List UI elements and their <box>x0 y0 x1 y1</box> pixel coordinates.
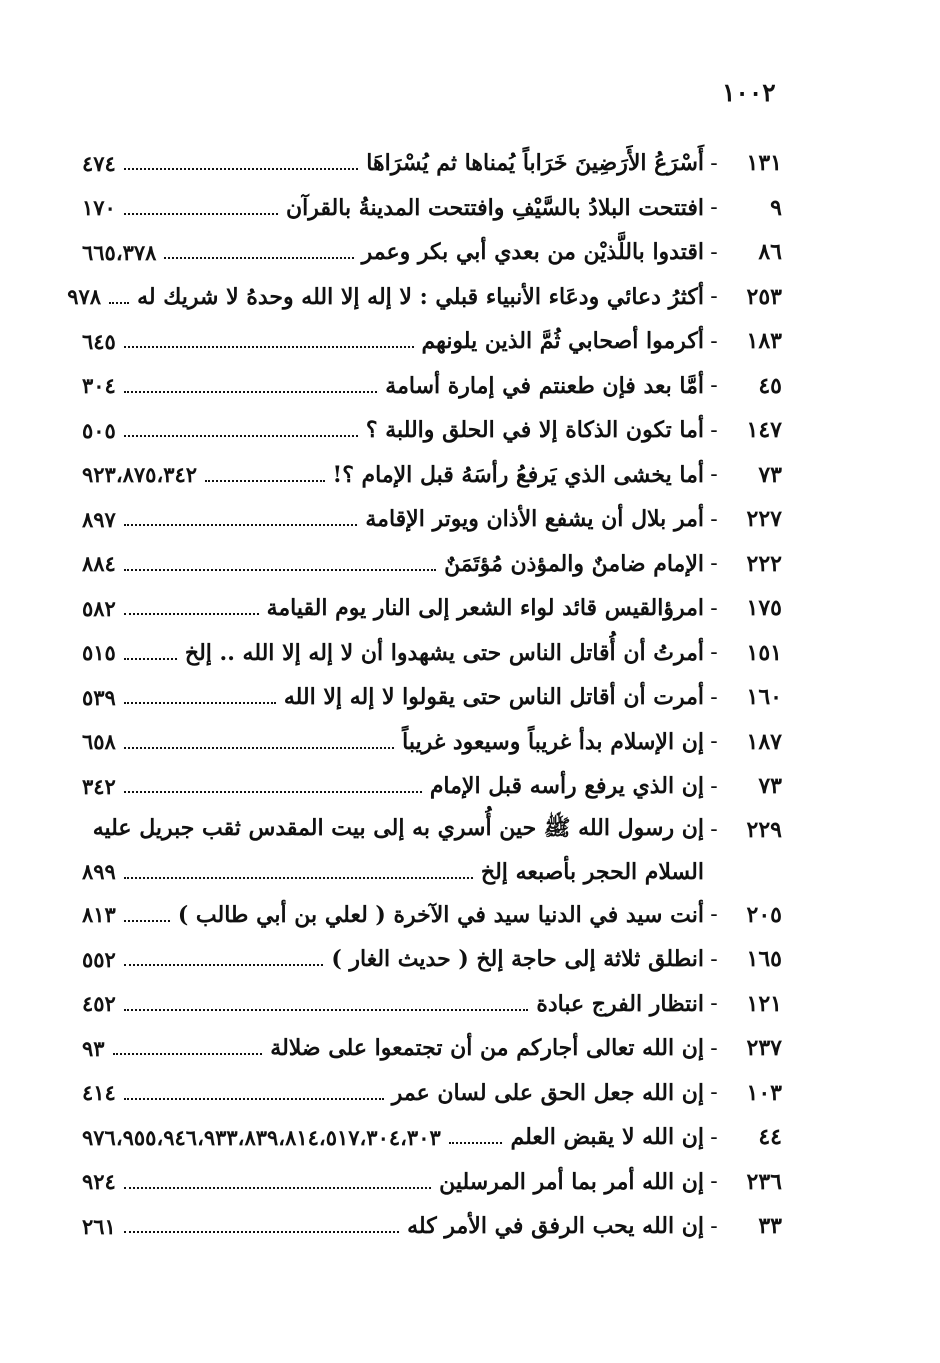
entry-dash: - <box>710 1169 718 1195</box>
dot-leader <box>124 865 473 879</box>
dot-leader <box>113 1041 263 1055</box>
entry-dash: - <box>710 729 718 755</box>
index-entry <box>82 364 782 409</box>
entry-text: افتتحت البلادُ بالسَّيْفِ وافتتحت المدينةُ بالقرآن <box>286 194 704 221</box>
dot-leader <box>124 646 177 660</box>
entry-pages: ٨٩٧ <box>82 506 116 532</box>
dot-leader <box>124 379 377 393</box>
entry-text: أنت سيد في الدنيا سيد في الآخرة ( لعلي بن أبي طالب ) <box>177 901 704 928</box>
entry-number: ٧٣ <box>758 773 782 800</box>
entry-dash: - <box>710 373 718 399</box>
entry-pages: ٨١٣ <box>82 902 116 928</box>
entry-pages: ٤١٤ <box>82 1080 116 1106</box>
entry-text: اقتدوا باللَّذيْن من بعدي أبي بكر وعمر <box>361 239 704 266</box>
dot-leader <box>164 245 353 259</box>
entry-text: انتظار الفرج عبادة <box>536 990 704 1017</box>
entry-pages: ٩٢٣،٨٧٥،٣٤٢ <box>82 462 198 488</box>
dot-leader <box>124 334 414 348</box>
entry-pages: ٥١٥ <box>82 640 116 666</box>
entry-dash: - <box>710 284 718 310</box>
dot-leader <box>109 290 129 304</box>
entry-number: ٩ <box>770 194 782 221</box>
entry-text: إن الإسلام بدأ غريباً وسيعود غريباً <box>402 728 704 755</box>
index-entry <box>82 1026 782 1071</box>
entry-number: ٨٦ <box>758 239 782 266</box>
index-entry <box>82 497 782 542</box>
entry-number: ١٨٣ <box>746 328 782 355</box>
dot-leader <box>124 908 170 922</box>
entry-number: ٢٣٦ <box>746 1168 782 1195</box>
entry-dash: - <box>710 239 718 265</box>
entry-pages: ٩٧٦،٩٥٥،٩٤٦،٩٣٣،٨٣٩،٨١٤،٥١٧،٣٠٤،٣٠٣ <box>82 1124 441 1150</box>
entry-dash: - <box>710 195 718 221</box>
dot-leader <box>124 423 358 437</box>
dot-leader <box>124 557 436 571</box>
entry-text: أما تكون الذكاة إلا في الحلق واللبة ؟ <box>365 417 704 444</box>
entry-dash: - <box>710 1080 718 1106</box>
entry-text: أمرتُ أن أُقاتل الناس حتى يشهدوا أن لا إله إلا الله .. إلخ <box>184 639 704 666</box>
index-entry <box>82 319 782 364</box>
entry-text: إن الله أمر بما أمر المرسلين <box>439 1168 704 1195</box>
entry-number: ١٠٣ <box>746 1079 782 1106</box>
entry-number: ٢٥٣ <box>746 283 782 310</box>
entry-number: ٤٤ <box>758 1124 782 1151</box>
entry-dash: - <box>710 640 718 666</box>
dot-leader <box>124 512 358 526</box>
dot-leader <box>124 779 422 793</box>
index-entry <box>82 809 782 893</box>
entry-text: أمر بلال أن يشفع الأذان ويوتر الإقامة <box>365 506 704 533</box>
entry-dash: - <box>710 1213 718 1239</box>
entry-pages: ٣٠٤ <box>82 373 116 399</box>
entry-text: امرؤالقيس قائد لواء الشعر إلى النار يوم القيامة <box>266 595 704 622</box>
index-entry <box>82 1204 782 1249</box>
index-entry <box>82 937 782 982</box>
page-number: ١٠٠٢ <box>722 78 776 107</box>
entry-pages: ٢٦١ <box>82 1213 116 1239</box>
entry-text: انطلق ثلاثة إلى حاجة إلخ ( حديث الغار ) <box>331 946 704 973</box>
index-entry <box>67 275 782 320</box>
entry-number: ١٦٥ <box>746 946 782 973</box>
entry-number: ١٤٧ <box>746 417 782 444</box>
entry-pages: ٥٣٩ <box>82 684 116 710</box>
entry-text: إن الله جعل الحق على لسان عمر <box>391 1079 704 1106</box>
entry-pages: ٥٥٢ <box>82 946 116 972</box>
index-entry <box>82 141 782 186</box>
entry-dash: - <box>710 595 718 621</box>
entry-pages: ١٧٠ <box>82 195 116 221</box>
entry-number: ٧٣ <box>758 461 782 488</box>
index-entry <box>82 1071 782 1116</box>
entry-text: أكرموا أصحابي ثُمَّ الذين يلونهم <box>421 328 704 355</box>
entry-dash: - <box>710 150 718 176</box>
dot-leader <box>124 952 323 966</box>
entry-dash: - <box>710 1035 718 1061</box>
entry-number: ٣٣ <box>758 1213 782 1240</box>
entry-dash: - <box>710 551 718 577</box>
entry-dash: - <box>710 946 718 972</box>
index-list <box>67 141 782 1249</box>
entry-number: ٢٠٥ <box>746 901 782 928</box>
entry-pages: ٩٧٨ <box>67 284 102 310</box>
dot-leader <box>124 201 278 215</box>
dot-leader <box>124 690 276 704</box>
entry-dash: - <box>710 1124 718 1150</box>
entry-number: ٢٣٧ <box>746 1035 782 1062</box>
index-entry <box>82 586 782 631</box>
entry-number: ٢٢٩ <box>746 816 782 843</box>
dot-leader <box>124 1086 384 1100</box>
entry-number: ١٣١ <box>746 150 782 177</box>
dot-leader <box>124 1219 399 1233</box>
entry-text: أكثرُ دعائي ودعَاء الأنبياء قبلي : لا إله إلا الله وحدهُ لا شريك له <box>137 283 704 310</box>
entry-text: إن الذي يرفع رأسه قبل الإمام <box>429 773 704 800</box>
index-entry <box>82 186 782 231</box>
entry-pages: ٣٤٢ <box>82 773 116 799</box>
index-entry <box>82 675 782 720</box>
entry-text: إن الله لا يقبض العلم <box>510 1124 704 1151</box>
entry-pages: ٤٥٢ <box>82 991 116 1017</box>
entry-pages: ٤٧٤ <box>82 150 116 176</box>
index-entry <box>82 453 782 498</box>
entry-pages: ٨٨٤ <box>82 551 116 577</box>
entry-text: إن الله تعالى أجاركم من أن تجتمعوا على ضلالة <box>270 1035 704 1062</box>
entry-number: ١٧٥ <box>746 595 782 622</box>
entry-text-continued: السلام الحجر بأصبعه إلخ <box>480 858 704 885</box>
entry-pages: ٦٥٨ <box>82 729 116 755</box>
dot-leader <box>124 1175 431 1189</box>
entry-dash: - <box>710 773 718 799</box>
dot-leader <box>124 997 529 1011</box>
index-entry <box>82 631 782 676</box>
entry-pages: ٥٨٢ <box>82 595 116 621</box>
index-entry <box>82 982 782 1027</box>
entry-dash: - <box>710 991 718 1017</box>
entry-dash: - <box>710 462 718 488</box>
entry-pages: ٦٦٥،٣٧٨ <box>82 239 157 265</box>
index-entry <box>82 542 782 587</box>
entry-number: ٤٥ <box>758 372 782 399</box>
index-entry <box>82 408 782 453</box>
entry-dash: - <box>710 817 718 842</box>
entry-text: إن رسول الله ﷺ حين أُسري به إلى بيت المقدس ثقب جبريل عليه <box>92 814 704 841</box>
dot-leader <box>124 601 259 615</box>
entry-pages: ٥٠٥ <box>82 417 116 443</box>
entry-pages: ٨٩٩ <box>82 859 116 884</box>
dot-leader <box>124 735 394 749</box>
entry-text: الإمام ضامنٌ والمؤذن مُؤتَمَنٌ <box>444 550 704 577</box>
entry-text: أما يخشى الذي يَرفعُ رأسَهُ قبل الإمام ؟! <box>332 461 704 488</box>
index-entry <box>82 1160 782 1205</box>
index-entry <box>82 764 782 809</box>
entry-pages: ٩٢٤ <box>82 1169 116 1195</box>
entry-dash: - <box>710 902 718 928</box>
dot-leader <box>205 468 324 482</box>
entry-dash: - <box>710 506 718 532</box>
entry-dash: - <box>710 684 718 710</box>
entry-text: أمرت أن أقاتل الناس حتى يقولوا لا إله إلا الله <box>283 684 704 711</box>
entry-pages: ٩٣ <box>82 1035 105 1061</box>
index-entry <box>82 893 782 938</box>
index-entry <box>82 1115 782 1160</box>
index-entry <box>82 230 782 275</box>
entry-number: ٢٢٢ <box>746 550 782 577</box>
dot-leader <box>449 1130 503 1144</box>
entry-number: ١٦٠ <box>746 684 782 711</box>
entry-dash: - <box>710 417 718 443</box>
entry-text: إن الله يحب الرفق في الأمر كله <box>407 1213 704 1240</box>
entry-dash: - <box>710 328 718 354</box>
index-entry <box>82 720 782 765</box>
entry-number: ١٨٧ <box>746 728 782 755</box>
entry-number: ٢٢٧ <box>746 506 782 533</box>
entry-text: أمَّا بعد فإن طعنتم في إمارة أسامة <box>385 372 704 399</box>
dot-leader <box>124 156 358 170</box>
entry-text: أَسْرَعُ الأَرَضِينَ خَرَاباً يُمناها ثم يُسْرَاهَا <box>366 150 704 177</box>
entry-pages: ٦٤٥ <box>82 328 116 354</box>
entry-number: ١٢١ <box>746 990 782 1017</box>
entry-number: ١٥١ <box>746 639 782 666</box>
